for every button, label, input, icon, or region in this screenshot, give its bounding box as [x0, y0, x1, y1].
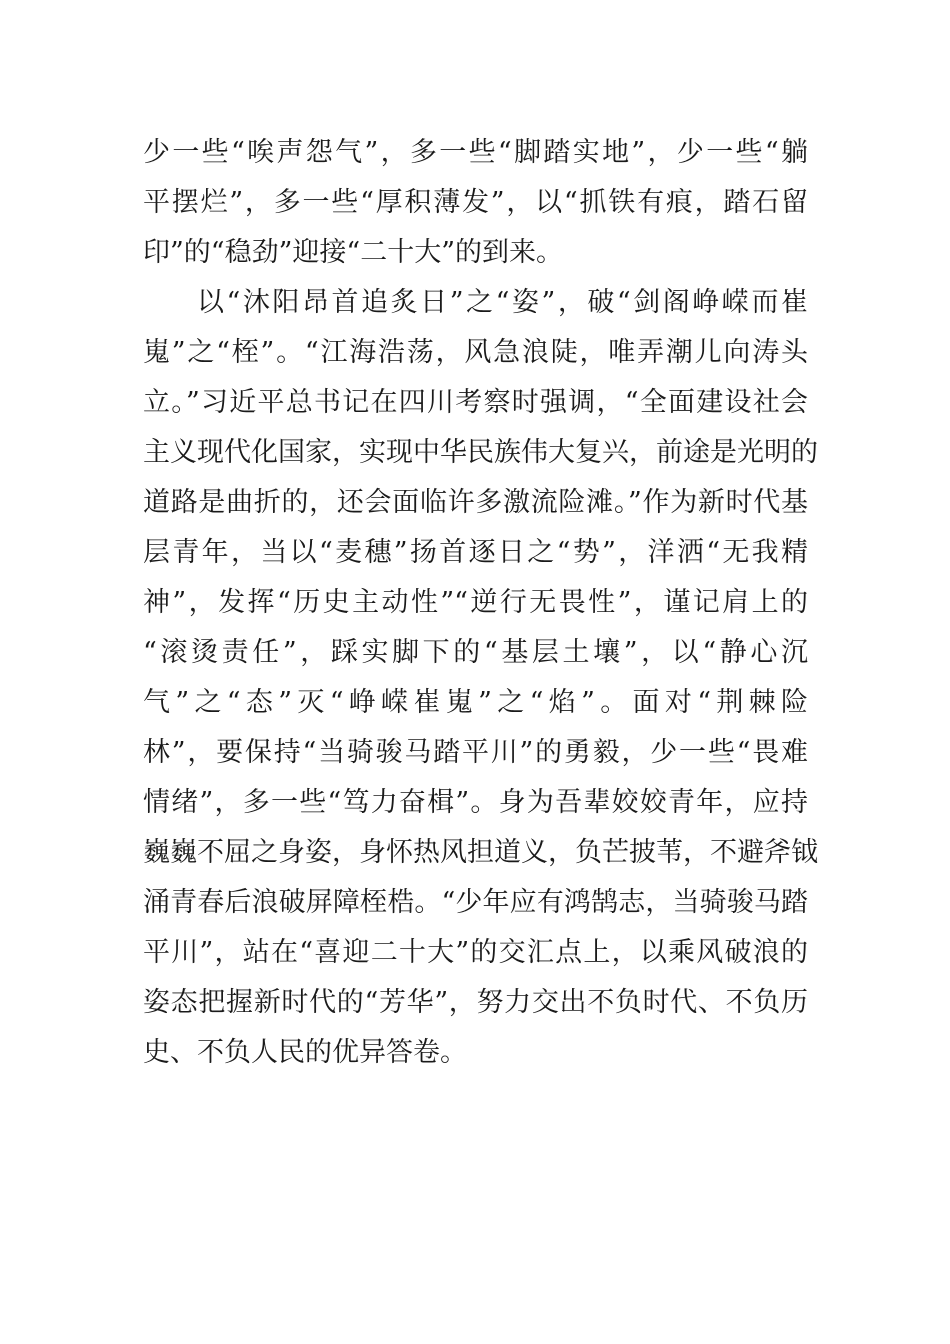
paragraph-line: 少一些“唉声怨气”，多一些“脚踏实地”，少一些“躺	[143, 137, 808, 168]
paragraph-1	[143, 128, 808, 278]
body-text	[143, 128, 818, 1078]
paragraph-line: 印”的“稳劲”迎接“二十大”的到来。	[143, 237, 564, 268]
paragraph-line: 平川”，站在“喜迎二十大”的交汇点上，以乘风破浪的	[143, 937, 808, 968]
paragraph-2	[143, 278, 818, 1078]
paragraph-line: 道路是曲折的，还会面临许多激流险滩。”作为新时代基	[143, 487, 808, 518]
paragraph-line: 以“沐阳昂首追炙日”之“姿”，破“剑阁峥嵘而崔	[197, 287, 808, 318]
paragraph-line: 涌青春后浪破屏障桎梏。“少年应有鸿鹄志，当骑骏马踏	[143, 887, 808, 918]
paragraph-line: 嵬”之“桎”。“江海浩荡，风急浪陡，唯弄潮儿向涛头	[143, 337, 808, 368]
paragraph-line: 姿态把握新时代的“芳华”，努力交出不负时代、不负历	[143, 987, 808, 1018]
paragraph-line: 神”，发挥“历史主动性”“逆行无畏性”，谨记肩上的	[143, 587, 808, 618]
paragraph-line: 林”，要保持“当骑骏马踏平川”的勇毅，少一些“畏难	[143, 737, 808, 768]
paragraph-line: 主义现代化国家，实现中华民族伟大复兴，前途是光明的	[143, 437, 818, 468]
paragraph-line: 立。”习近平总书记在四川考察时强调，“全面建设社会	[143, 387, 808, 418]
paragraph-line: “滚烫责任”，踩实脚下的“基层土壤”，以“静心沉	[143, 637, 808, 668]
paragraph-line: 史、不负人民的优异答卷。	[143, 1037, 467, 1068]
paragraph-line: 巍巍不屈之身姿，身怀热风担道义，负芒披苇，不避斧钺	[143, 837, 818, 868]
paragraph-line: 气”之“态”灭“峥嵘崔嵬”之“焰”。面对“荆棘险	[143, 687, 808, 718]
paragraph-line: 情绪”，多一些“笃力奋楫”。身为吾辈姣姣青年，应持	[143, 787, 808, 818]
paragraph-line: 平摆烂”，多一些“厚积薄发”，以“抓铁有痕，踏石留	[143, 187, 808, 218]
paragraph-line: 层青年，当以“麦穗”扬首逐日之“势”，洋洒“无我精	[143, 537, 808, 568]
